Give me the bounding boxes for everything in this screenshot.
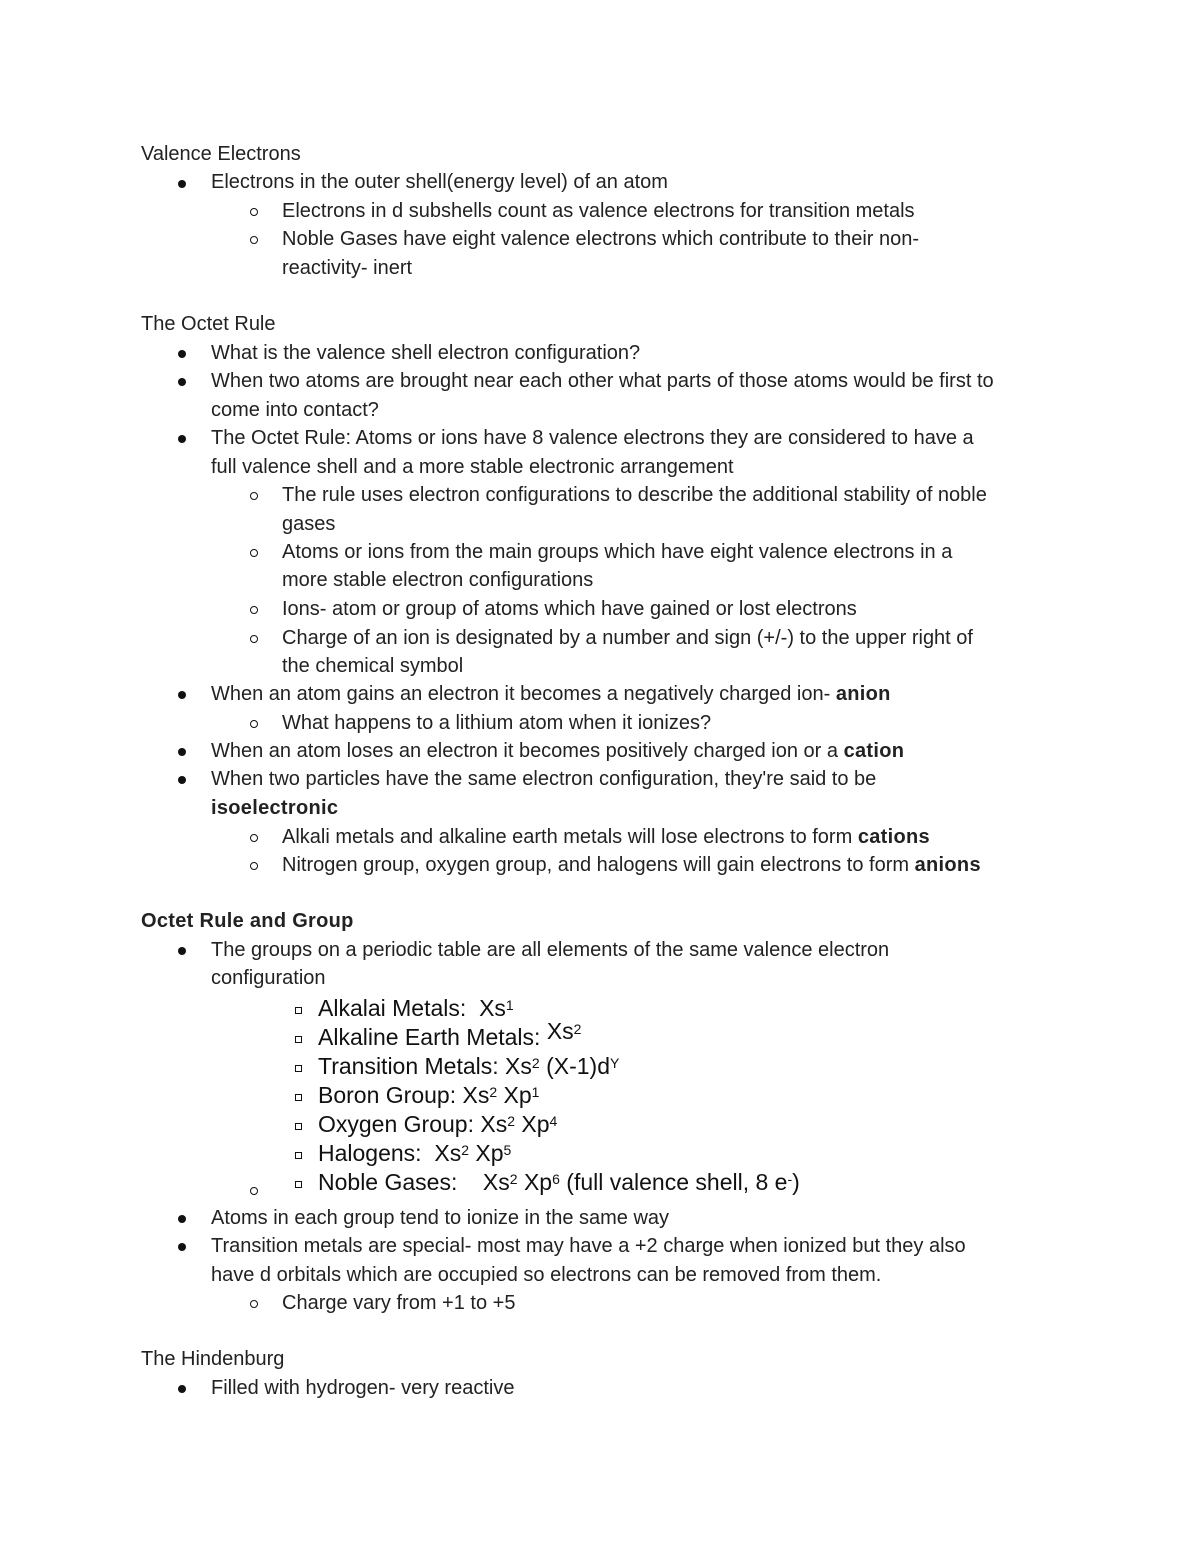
config-exponent: 2 — [531, 1055, 540, 1071]
list-item-continuation — [211, 794, 338, 822]
sub-list-item: Charge of an ion is designated by a number and sign (+/-) to the upper right of — [282, 627, 973, 649]
checkbox-bullet — [295, 1007, 302, 1014]
checkbox-bullet — [295, 1094, 302, 1101]
bullet-circle — [250, 1300, 258, 1308]
sub-list-item-text: Alkali metals and alkaline earth metals will lose electrons to form — [282, 826, 858, 848]
bullet-circle — [250, 862, 258, 870]
config-formula: Xs — [462, 1082, 490, 1108]
config-label: Alkaline Earth Metals: — [318, 1024, 541, 1050]
sub-list-item-text: Nitrogen group, oxygen group, and halogens will gain electrons to form — [282, 854, 915, 876]
config-formula: Xp — [521, 1111, 550, 1137]
sub-list-item: Atoms or ions from the main groups which have eight valence electrons in a — [282, 541, 953, 563]
bullet-disc — [178, 947, 186, 955]
config-exponent: 5 — [503, 1142, 512, 1158]
sub-list-item — [282, 851, 981, 879]
bullet-circle — [250, 236, 258, 244]
sub-list-item: Ions- atom or group of atoms which have gained or lost electrons — [282, 598, 857, 620]
config-exponent: 1 — [505, 997, 514, 1013]
config-exponent: 2 — [461, 1142, 469, 1158]
config-exponent: - — [787, 1171, 793, 1187]
section-heading-valence-electrons: Valence Electrons — [141, 143, 301, 165]
section-heading-text: Octet Rule and Group — [141, 910, 354, 932]
section-heading-octet-rule: The Octet Rule — [141, 313, 276, 335]
checkbox-bullet — [295, 1123, 302, 1130]
checkbox-bullet — [295, 1065, 302, 1072]
config-alkali-metals — [318, 994, 514, 1022]
config-label: Boron Group: — [318, 1082, 457, 1108]
config-formula: Xs — [505, 1053, 532, 1079]
config-formula: (X-1)d — [546, 1053, 610, 1079]
sub-list-item — [282, 823, 930, 851]
section-heading-octet-rule-and-group — [141, 907, 354, 935]
config-label: Oxygen Group: — [318, 1111, 474, 1137]
bullet-disc — [178, 350, 186, 358]
config-formula: Xp — [503, 1082, 532, 1108]
list-item: Transition metals are special- most may have a +2 charge when ionized but they also — [211, 1235, 966, 1257]
list-item: When two atoms are brought near each other what parts of those atoms would be first to — [211, 370, 994, 392]
config-exponent: 2 — [507, 1113, 515, 1129]
bullet-circle — [250, 720, 258, 728]
checkbox-bullet — [295, 1181, 302, 1188]
bullet-circle — [250, 834, 258, 842]
section-heading-hindenburg: The Hindenburg — [141, 1348, 285, 1370]
term-anions: anions — [914, 854, 981, 876]
config-exponent: 2 — [573, 1021, 582, 1037]
config-exponent: 6 — [552, 1171, 560, 1187]
term-isoelectronic: isoelectronic — [211, 797, 339, 819]
list-item-text: When an atom loses an electron it becomes positively charged ion or a — [211, 740, 844, 762]
sub-list-item-continuation: reactivity- inert — [282, 257, 413, 279]
list-item: What is the valence shell electron configuration? — [211, 342, 641, 364]
config-label: Alkalai Metals: — [318, 995, 467, 1021]
term-cation: cation — [843, 740, 905, 762]
checkbox-bullet — [295, 1036, 302, 1043]
sub-list-item: Electrons in d subshells count as valence electrons for transition metals — [282, 200, 915, 222]
bullet-circle — [250, 1187, 258, 1195]
list-item: Electrons in the outer shell(energy level) of an atom — [211, 171, 668, 193]
config-oxygen-group — [318, 1110, 557, 1138]
list-item — [211, 680, 891, 708]
list-item: Filled with hydrogen- very reactive — [211, 1377, 515, 1399]
config-exponent: 1 — [531, 1084, 540, 1100]
list-item: The groups on a periodic table are all elements of the same valence electron — [211, 939, 890, 961]
sub-list-item: Noble Gases have eight valence electrons which contribute to their non- — [282, 228, 920, 250]
config-boron-group — [318, 1081, 539, 1109]
config-label: Transition Metals: — [318, 1053, 499, 1079]
config-label: Halogens: — [318, 1140, 422, 1166]
sub-list-item-continuation: gases — [282, 513, 336, 535]
list-item-continuation: have d orbitals which are occupied so electrons can be removed from them. — [211, 1264, 882, 1286]
bullet-disc — [178, 378, 186, 386]
bullet-disc — [178, 776, 186, 784]
list-item — [211, 737, 904, 765]
list-item-continuation: come into contact? — [211, 399, 379, 421]
bullet-circle — [250, 492, 258, 500]
config-exponent: 2 — [489, 1084, 498, 1100]
config-note: (full valence shell, 8 e — [566, 1169, 788, 1195]
bullet-disc — [178, 1243, 186, 1251]
config-exponent: 4 — [549, 1113, 558, 1129]
bullet-disc — [178, 691, 186, 699]
sub-list-item-continuation: more stable electron configurations — [282, 569, 594, 591]
list-item-continuation: configuration — [211, 967, 326, 989]
list-item-continuation: full valence shell and a more stable electronic arrangement — [211, 456, 734, 478]
bullet-disc — [178, 180, 186, 188]
bullet-disc — [178, 1215, 186, 1223]
term-anion: anion — [835, 683, 891, 705]
bullet-circle — [250, 208, 258, 216]
config-formula: Xp — [475, 1140, 504, 1166]
term-cations: cations — [857, 826, 930, 848]
config-label: Noble Gases: — [318, 1169, 458, 1195]
bullet-disc — [178, 1385, 186, 1393]
config-halogens — [318, 1139, 511, 1167]
config-exponent: 2 — [509, 1171, 518, 1187]
config-exponent: Y — [609, 1055, 620, 1071]
bullet-disc — [178, 435, 186, 443]
config-note: ) — [792, 1169, 800, 1195]
config-formula: Xp — [523, 1169, 553, 1195]
list-item: Atoms in each group tend to ionize in the same way — [211, 1207, 670, 1229]
config-formula: Xs — [546, 1018, 574, 1044]
sub-list-item: The rule uses electron configurations to describe the additional stability of noble — [282, 484, 987, 506]
config-noble-gases — [318, 1168, 800, 1196]
bullet-circle — [250, 635, 258, 643]
config-formula: Xs — [479, 995, 506, 1021]
list-item-text: When an atom gains an electron it becomes a negatively charged ion- — [211, 683, 836, 705]
config-transition-metals — [318, 1052, 619, 1080]
config-formula: Xs — [482, 1169, 510, 1195]
list-item: When two particles have the same electron configuration, they're said to be — [211, 768, 877, 790]
sub-list-item: Charge vary from +1 to +5 — [282, 1292, 516, 1314]
bullet-disc — [178, 748, 186, 756]
sub-list-item-continuation: the chemical symbol — [282, 655, 464, 677]
bullet-circle — [250, 606, 258, 614]
checkbox-bullet — [295, 1152, 302, 1159]
list-item: The Octet Rule: Atoms or ions have 8 valence electrons they are considered to have a — [211, 427, 974, 449]
config-formula: Xs — [480, 1111, 508, 1137]
sub-list-item: What happens to a lithium atom when it ionizes? — [282, 712, 712, 734]
config-alkaline-earth-metals — [318, 1018, 582, 1051]
config-formula: Xs — [434, 1140, 462, 1166]
bullet-circle — [250, 549, 258, 557]
